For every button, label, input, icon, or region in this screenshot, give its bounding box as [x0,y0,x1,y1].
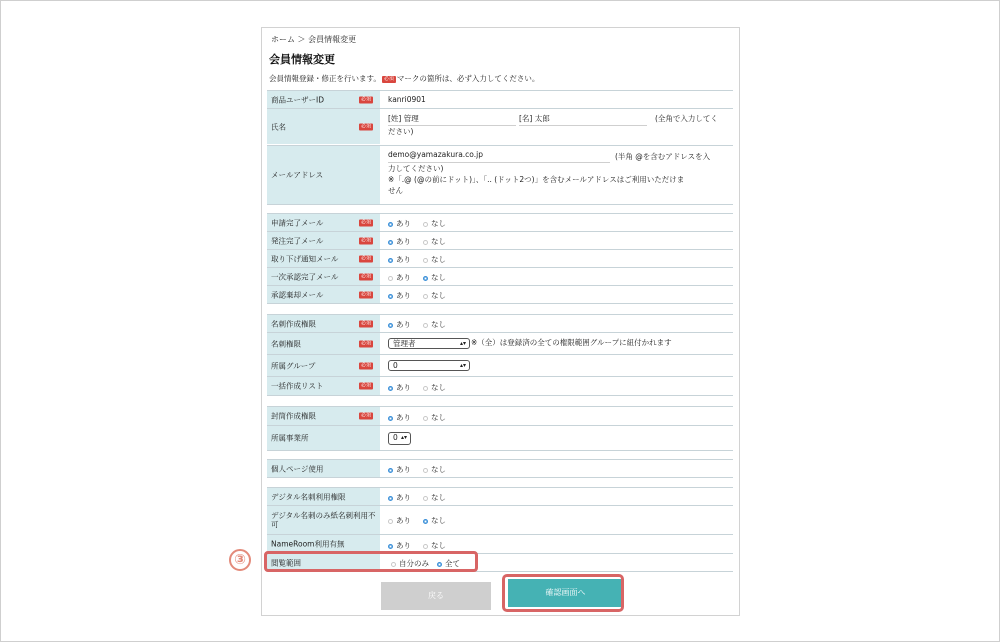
last-name-value: 管理 [403,114,419,123]
radio-icon [423,386,428,391]
email-note: (半角 @を含むアドレスを入 [615,152,711,161]
last-name-input[interactable] [388,113,516,126]
intro-before: 会員情報登録・修正を行います。 [269,74,381,83]
last-name-tag: [姓] [388,114,402,123]
radio-icon [388,240,393,245]
page-title: 会員情報変更 [269,53,335,66]
email-warning-cont: せん [388,186,403,195]
row-card-role [267,332,733,354]
group-select[interactable]: 0 ▴▾ [388,360,470,371]
required-badge: 必須 [360,237,371,243]
step-number-marker: ③ [229,549,251,571]
field-label: 申請完了メール [271,218,324,227]
required-badge: 必須 [360,219,371,225]
radio-icon [388,323,393,328]
view-scope-self[interactable]: 自分のみ [391,558,429,569]
field-label: 取り下げ通知メール [271,254,339,263]
intro-after: マークの箇所は、必ず入力してください。 [396,74,540,83]
section-divider [267,395,733,405]
required-badge: 必須 [360,123,371,129]
section-divider [267,477,733,487]
radio-icon [388,276,393,281]
field-label: 一次承認完了メール [271,272,339,281]
row-card-perm [267,314,733,332]
radio-icon [423,323,428,328]
select-arrow-icon: ▴▾ [459,340,466,347]
row-group [267,354,733,376]
required-badge: 必須 [360,340,371,346]
field-label: 氏名 [271,122,286,131]
nameroom-yes[interactable]: あり [388,540,411,551]
radio-icon [388,544,393,549]
required-badge: 必須 [360,273,371,279]
radio-icon [423,519,428,524]
field-label: 封筒作成権限 [271,411,316,421]
envelope-perm-no[interactable]: なし [423,412,446,423]
breadcrumb: ホーム ＞ 会員情報変更 [271,35,357,44]
field-label: 閲覧範囲 [271,558,301,567]
withdraw-mail-yes[interactable]: あり [388,254,411,265]
apply-mail-no[interactable]: なし [423,218,446,229]
row-bulk-list [267,376,733,395]
radio-icon [423,544,428,549]
radio-icon [423,222,428,227]
field-label: 個人ページ使用 [271,464,324,473]
row-withdraw-mail [267,249,733,267]
first-name-input[interactable] [519,113,647,126]
withdraw-mail-no[interactable]: なし [423,254,446,265]
radio-icon [423,496,428,501]
field-label: 承認棄却メール [271,290,324,299]
first-name-value: 太郎 [534,114,550,123]
row-reject-mail [267,285,733,303]
radio-icon [423,276,428,281]
envelope-perm-yes[interactable]: あり [388,412,411,423]
confirm-button[interactable]: 確認画面へ [508,579,623,607]
radio-icon [423,416,428,421]
row-first-approval-mail [267,267,733,285]
required-badge: 必須 [360,362,371,368]
field-label: メールアドレス [271,170,324,180]
radio-icon [388,222,393,227]
email-note-cont: 力してください) [388,164,444,173]
field-label: NameRoom利用有無 [271,539,345,549]
radio-icon [423,294,428,299]
field-label: 所属グループ [271,361,316,370]
first-approval-mail-no[interactable]: なし [423,272,446,283]
radio-icon [388,386,393,391]
section-divider [267,204,733,211]
field-label: デジタル名刺のみ紙名刺利用不可 [271,511,376,529]
office-select[interactable]: 0 ▴▾ [388,432,411,445]
reject-mail-yes[interactable]: あり [388,290,411,301]
radio-icon [388,468,393,473]
radio-icon [388,496,393,501]
order-mail-no[interactable]: なし [423,236,446,247]
digital-perm-no[interactable]: なし [423,492,446,503]
radio-icon [423,468,428,473]
required-badge: 必須 [360,255,371,261]
name-note: (全角で入力してく [655,114,718,123]
member-edit-panel [261,27,740,616]
required-badge: 必須 [360,96,371,102]
user-id-value: kanri0901 [388,95,426,104]
row-digital-only [267,505,733,534]
email-warning: ※「.@ (@の前にドット)」、「.. (ドット2つ)」を含むメールアドレスはご利用いただけま [388,175,685,184]
section-divider [267,303,733,314]
row-office [267,425,733,450]
intro-text [269,73,539,84]
row-envelope-perm [267,406,733,425]
radio-icon [388,294,393,299]
card-perm-no[interactable]: なし [423,319,446,330]
personal-page-yes[interactable]: あり [388,464,411,475]
first-approval-mail-yes[interactable]: あり [388,272,411,283]
required-badge: 必須 [383,75,394,82]
view-scope-all[interactable]: 全て [437,558,460,569]
reject-mail-no[interactable]: なし [423,290,446,301]
required-badge: 必須 [360,291,371,297]
required-badge: 必須 [360,412,371,419]
bulk-list-yes[interactable]: あり [388,382,411,393]
digital-only-no[interactable]: なし [423,515,446,526]
apply-mail-yes[interactable]: あり [388,218,411,229]
row-order-mail [267,231,733,249]
row-email [267,145,733,204]
required-badge: 必須 [360,382,371,389]
row-user-id [267,90,733,108]
row-personal-page [267,459,733,477]
field-label: 発注完了メール [271,236,324,245]
bulk-list-no[interactable]: なし [423,382,446,393]
row-apply-mail [267,213,733,231]
back-button[interactable]: 戻る [381,582,491,610]
card-role-select[interactable]: 管理者 ▴▾ [388,338,470,349]
digital-perm-yes[interactable]: あり [388,492,411,503]
confirm-button-highlight [502,574,624,612]
select-arrow-icon: ▴▾ [400,434,407,441]
field-label: 所属事業所 [271,433,309,443]
view-scope-highlight [264,551,478,572]
field-label: 名刺作成権限 [271,319,316,328]
name-note-cont: ださい) [388,127,414,136]
order-mail-yes[interactable]: あり [388,236,411,247]
digital-only-yes[interactable]: あり [388,515,411,526]
first-name-tag: [名] [519,114,533,123]
field-label: 一括作成リスト [271,381,324,391]
row-digital-perm [267,487,733,505]
email-input[interactable]: demo@yamazakura.co.jp [388,150,610,163]
personal-page-no[interactable]: なし [423,464,446,475]
row-name [267,108,733,144]
card-perm-yes[interactable]: あり [388,319,411,330]
radio-icon [388,519,393,524]
card-role-note: ※（全）は登録済の全ての権限範囲グループに紐付かれます [471,338,672,347]
field-label: 商品ユーザーID [271,95,324,104]
field-label: 名刺権限 [271,339,301,348]
radio-icon [423,240,428,245]
radio-icon [423,258,428,263]
radio-icon [388,258,393,263]
nameroom-no[interactable]: なし [423,540,446,551]
radio-icon [388,416,393,421]
select-arrow-icon: ▴▾ [459,362,466,369]
field-label: デジタル名刺利用権限 [271,492,346,501]
required-badge: 必須 [360,320,371,326]
